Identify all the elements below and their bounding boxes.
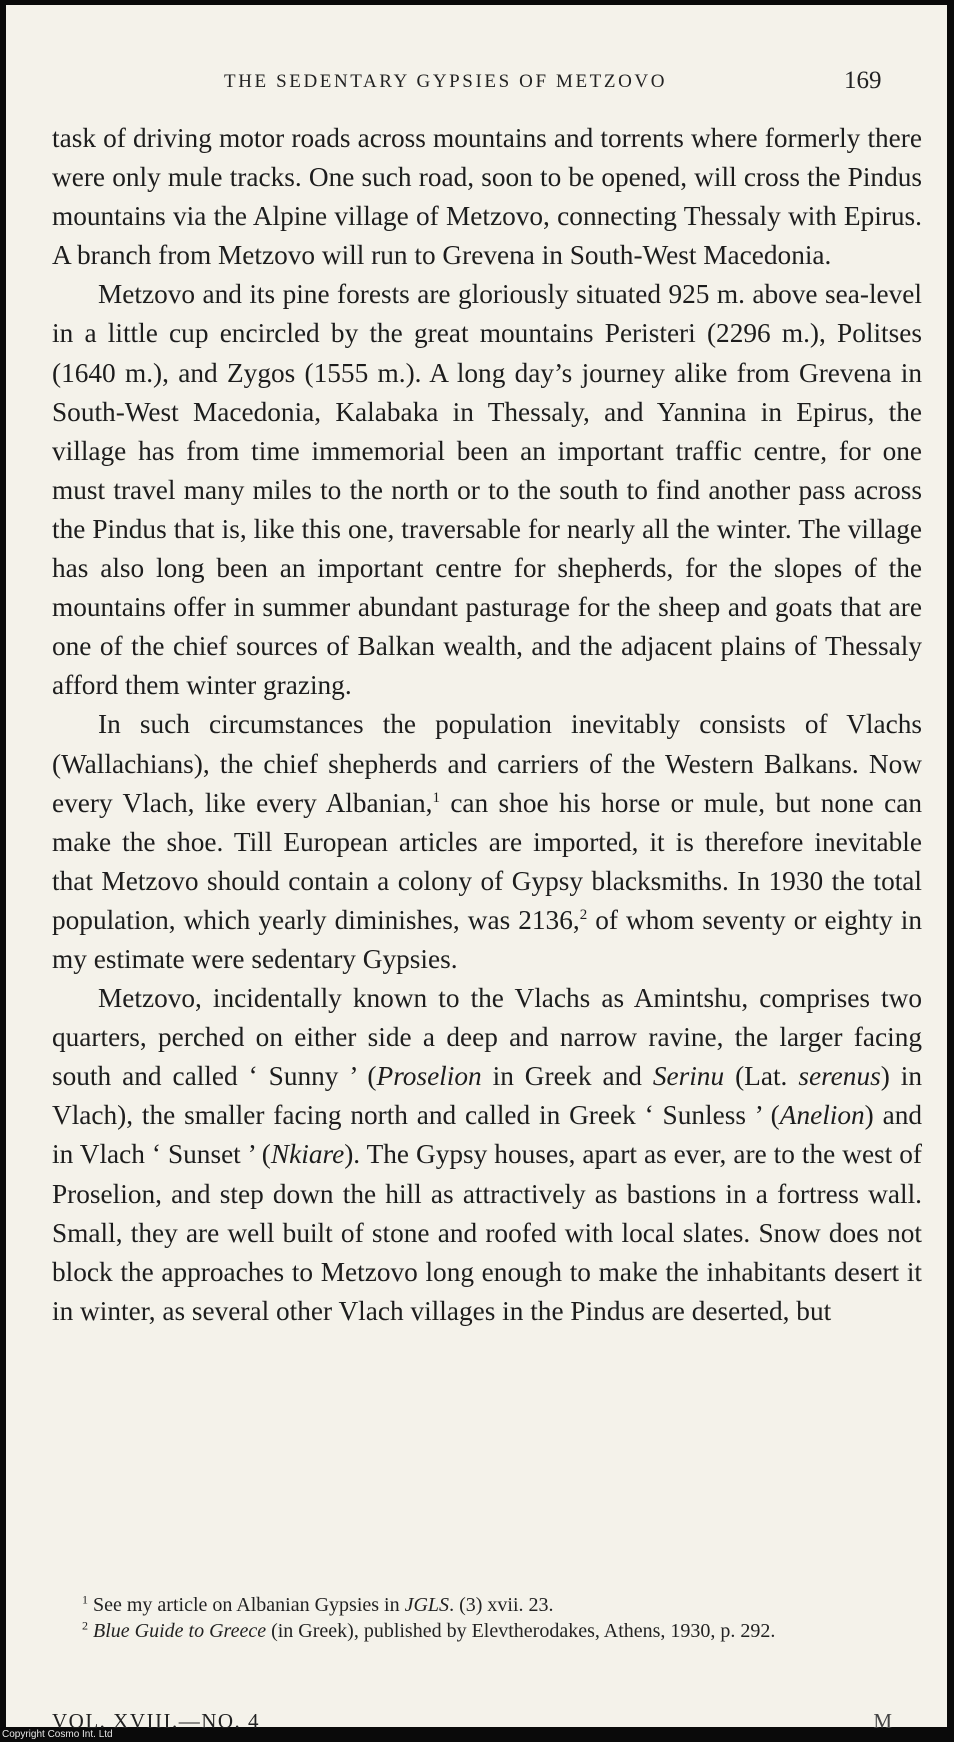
paragraph-1 (52, 119, 922, 275)
text-run: (Lat. (724, 1061, 799, 1092)
volume-line: VOL. XVIII.—NO. 4 (52, 1709, 261, 1733)
text-run: can shoe his horse or mule, but none can make the shoe. Till European articles are imported, it is therefore inevitable that Metzovo should contain a colony of Gypsy blacksmiths. In 1930 the total population, which yearly diminishes, was 2136, (52, 787, 922, 935)
signature-mark: M (873, 1709, 892, 1733)
italic-text: Proselion (376, 1061, 482, 1092)
page-footer (52, 1709, 922, 1734)
italic-text: Nkiare (270, 1139, 345, 1170)
text-run: . (3) xvii. 23. (449, 1594, 554, 1616)
footnote-ref: 2 (579, 906, 588, 923)
italic-text: Serinu (652, 1061, 725, 1092)
footnote-ref: 1 (82, 1592, 88, 1607)
footnote-ref: 1 (432, 789, 440, 806)
text-run: See my article on Albanian Gypsies in (88, 1594, 405, 1616)
text-run: ). The Gypsy houses, apart as ever, are to the west of Proselion, and step down the hill as attractively as bastions in a fortress wall. Small, they are well built of stone and roofed with local slates. Snow does not block the approaches to Metzovo long enough to make the inhabitants desert it in winter, as several other Vlach villages in the Pindus are deserted, but (52, 1139, 922, 1326)
italic-text: Anelion (779, 1100, 865, 1131)
copyright-watermark: Copyright Cosmo Int. Ltd (2, 1729, 113, 1740)
text-run: Metzovo and its pine forests are gloriously situated 925 m. above sea-level in a little cup encircled by the great mountains Peristeri (2296 m.), Politses (1640 m.), and Zygos (1555 m.). A long day’s journey alike from Grevena in South-West Macedonia, Kalabaka in Thessaly, and Yannina in Epirus, the village has from time immemorial been an important traffic centre, for one must travel many miles to the north or to the south to find another pass across the Pindus that is, like this one, traversable for nearly all the winter. The village has also long been an important centre for shepherds, for the slopes of the mountains offer in summer abundant pasturage for the sheep and goats that are one of the chief sources of Balkan wealth, and the adjacent plains of Thessaly afford them winter grazing. (52, 279, 922, 701)
text-run: ) in Vlach), the smaller facing north and called in Greek ‘ Sunless ’ ( (52, 1061, 923, 1131)
text-run: Metzovo, incidentally known to the Vlachs as Amintshu, comprises two quarters, perched on either side a deep and narrow ravine, the larger facing south and called ‘ Sunny ’ ( (52, 983, 922, 1092)
text-run: (in Greek), published by Elevtherodakes, Athens, 1930, p. 292. (266, 1620, 776, 1642)
text-run: ) and in Vlach ‘ Sunset ’ ( (52, 1100, 923, 1170)
paragraph-3 (52, 705, 922, 979)
italic-text: JGLS (404, 1594, 450, 1616)
page-number: 169 (844, 67, 882, 94)
paragraph-4 (52, 979, 922, 1331)
running-title: THE SEDENTARY GYPSIES OF METZOVO (224, 71, 668, 92)
body-text (52, 119, 922, 1331)
text-run: In such circumstances the population inevitably consists of Vlachs (Wallachians), the chief shepherds and carriers of the Western Balkans. Now every Vlach, like every Albanian, (52, 709, 922, 818)
italic-text: serenus (798, 1061, 881, 1092)
page (6, 5, 947, 1733)
paragraph-2 (52, 275, 922, 705)
text-run: of whom seventy or eighty in my estimate were sedentary Gypsies. (52, 904, 922, 974)
footnote-ref: 2 (82, 1618, 88, 1633)
footnote-2 (52, 1618, 922, 1644)
text-run: task of driving motor roads across mountains and torrents where formerly there were only mule tracks. One such road, soon to be opened, will cross the Pindus mountains via the Alpine village of Metzovo, connecting Thessaly with Epirus. A branch from Metzovo will run to Grevena in South-West Macedonia. (52, 123, 922, 271)
footnotes (52, 1592, 922, 1644)
italic-text: Blue Guide to Greece (93, 1620, 267, 1642)
footnote-1 (52, 1592, 922, 1618)
text-run: in Greek and (481, 1061, 653, 1092)
